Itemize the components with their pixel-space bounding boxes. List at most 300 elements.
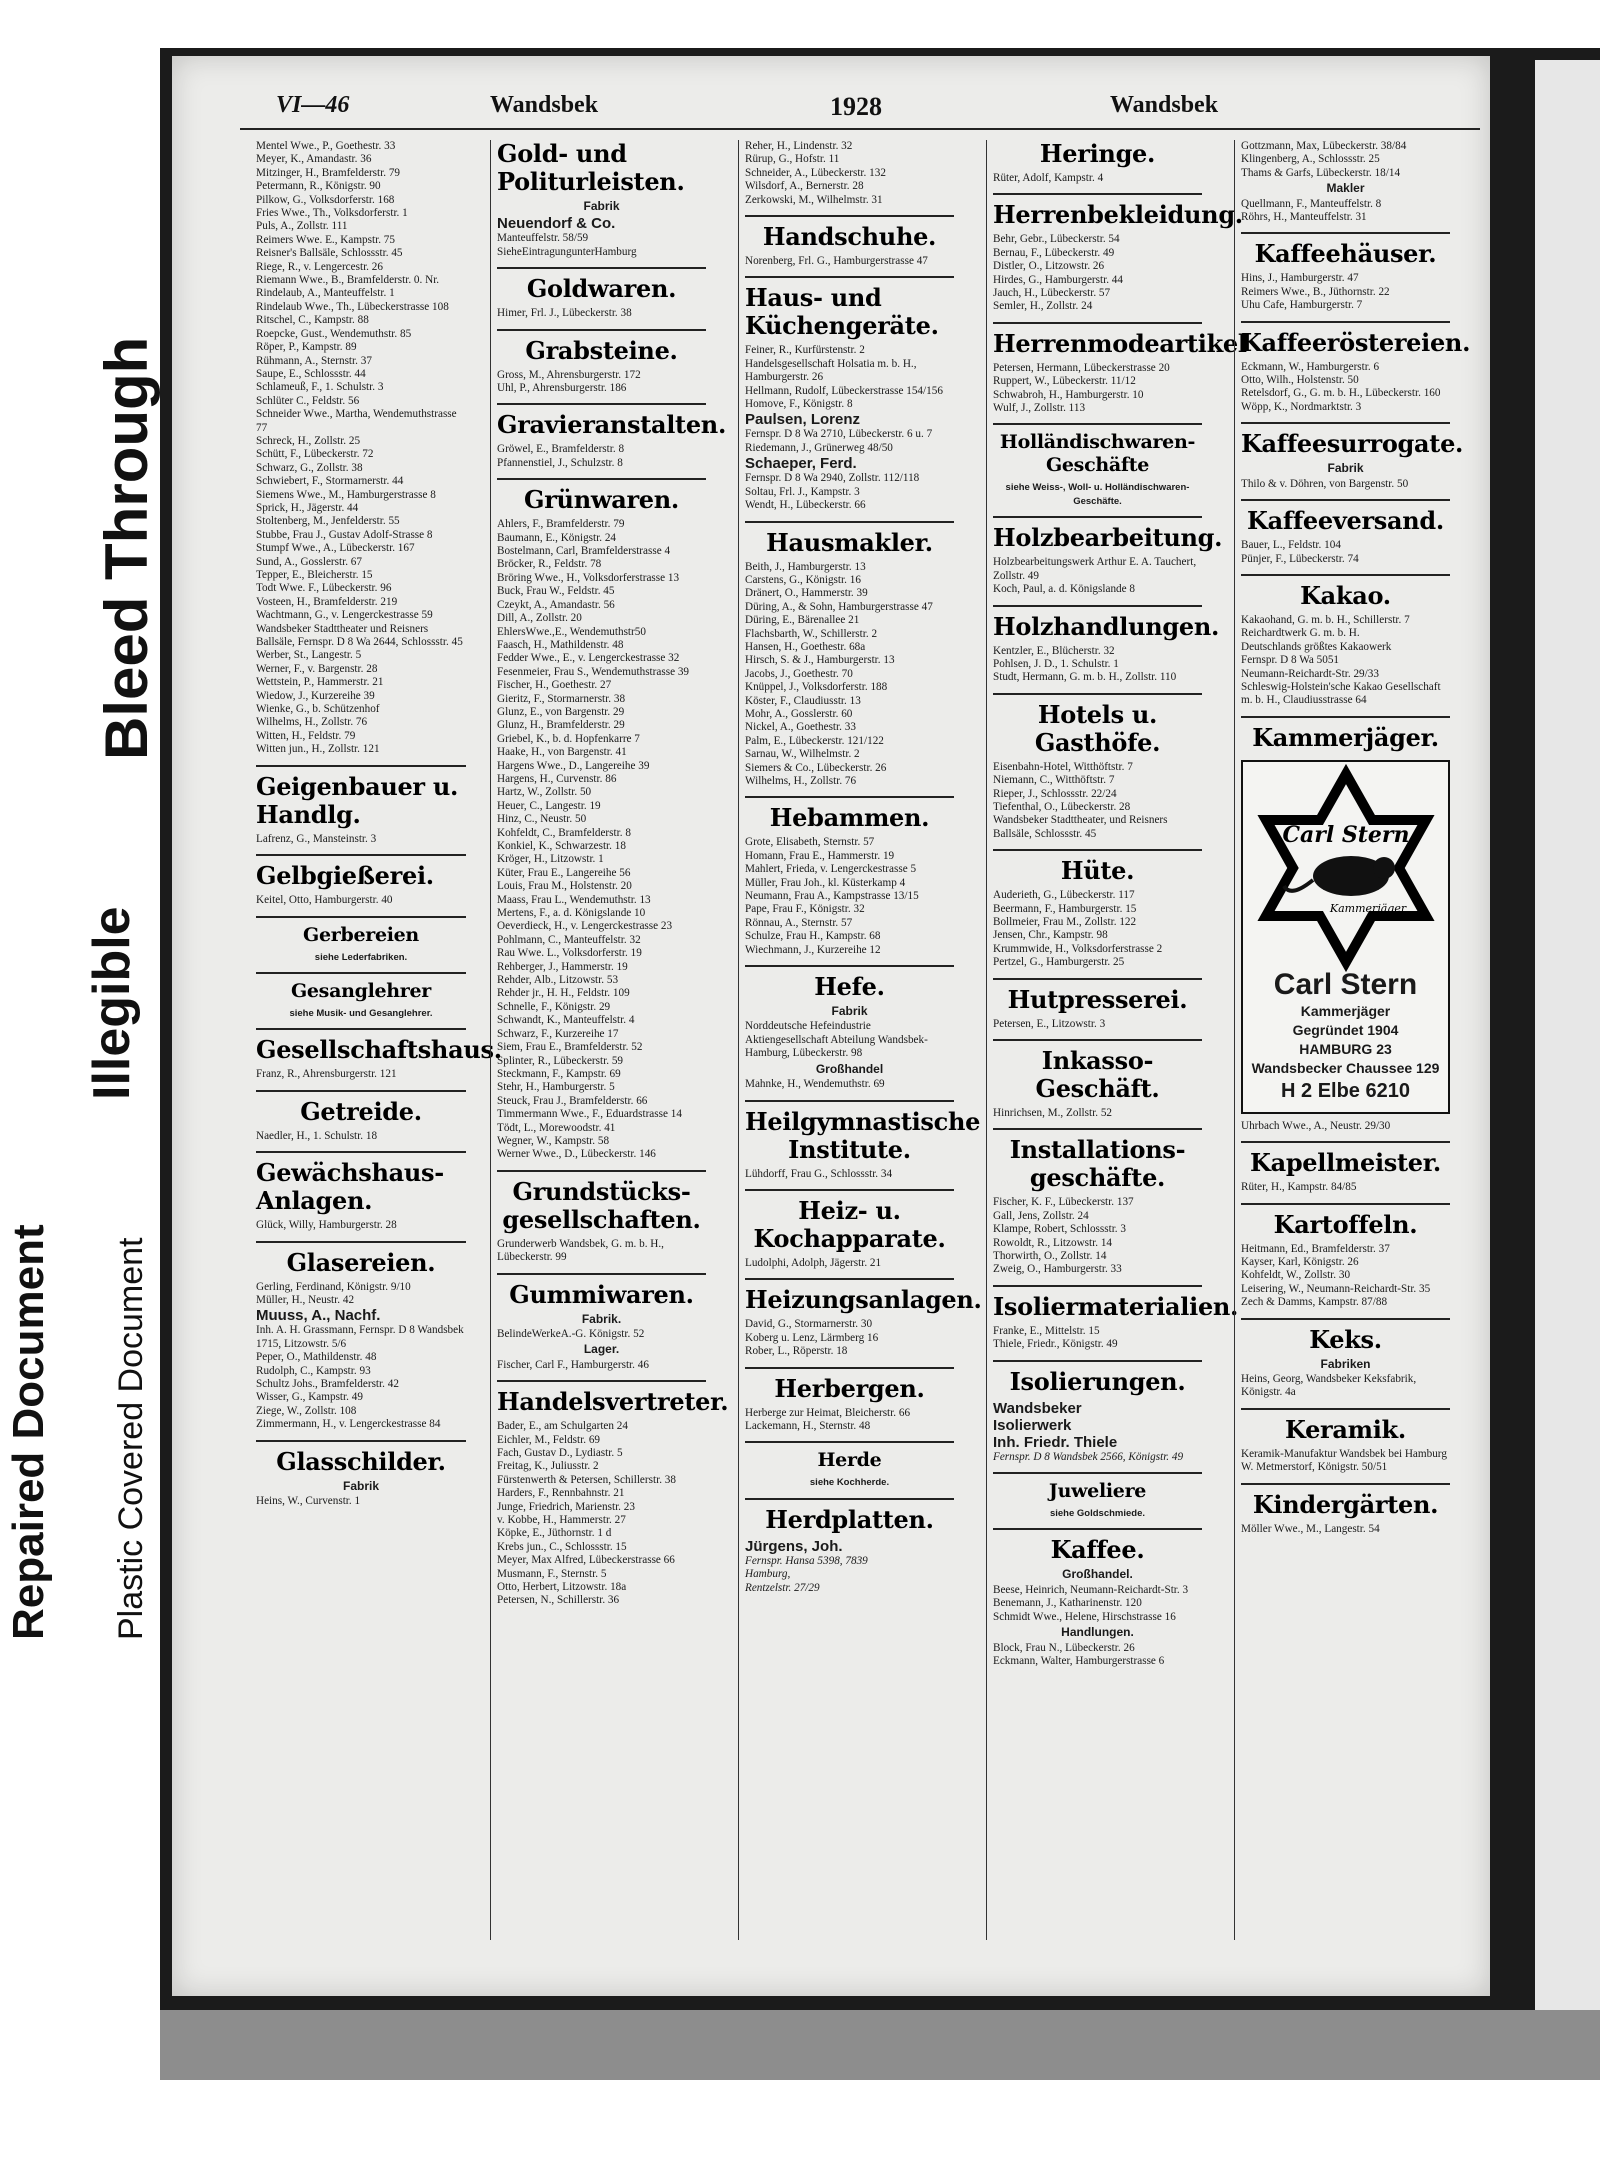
directory-entry: Czeykt, A., Amandastr. 56 xyxy=(497,598,615,611)
section-heading: Keks. xyxy=(1241,1318,1450,1354)
repaired-document-label: Repaired Document xyxy=(4,1224,53,1640)
directory-entry: Deutschlands größtes Kakaowerk xyxy=(1241,640,1392,653)
directory-entry: Bröcker, R., Feldstr. 78 xyxy=(497,558,602,571)
directory-entry: Schwiebert, F., Stormarnerstr. 44 xyxy=(256,475,404,488)
directory-entry: Zimmermann, H., v. Lengerckestrasse 84 xyxy=(256,1418,441,1431)
directory-entry: Fischer, K. F., Lübeckerstr. 137 xyxy=(993,1196,1134,1209)
directory-entry: Schultz Johs., Bramfelderstr. 42 xyxy=(256,1377,399,1390)
directory-entry: Fedder Wwe., E., v. Lengerckestrasse 32 xyxy=(497,652,680,665)
directory-entry: Thams & Garfs, Lübeckerstr. 18/14 xyxy=(1241,166,1401,179)
directory-entry: EhlersWwe.,E., Wendemuthstr50 xyxy=(497,625,646,638)
section-heading: Installations-geschäfte. xyxy=(993,1128,1202,1192)
entry-list xyxy=(256,1495,466,1508)
directory-entry: Reher, H., Lindenstr. 32 xyxy=(745,140,853,152)
advert-founded: Gegründet 1904 xyxy=(1292,1021,1399,1038)
directory-entry: Rehder jr., H. H., Feldstr. 109 xyxy=(497,987,630,1000)
subheading: Handlungen. xyxy=(1061,1625,1134,1640)
directory-entry: Röper, P., Kampstr. 89 xyxy=(256,341,357,354)
directory-entry: Eckmann, W., Hamburgerstr. 6 xyxy=(1241,360,1380,373)
subheading: Großhandel xyxy=(815,1061,884,1076)
directory-entry: Heitmann, Ed., Bramfelderstr. 37 xyxy=(1241,1242,1390,1255)
directory-entry: Werner, F., v. Bargenstr. 28 xyxy=(256,662,378,675)
directory-entry: Petersen, E., Litzowstr. 3 xyxy=(993,1017,1106,1030)
directory-entry: Schulze, Frau H., Kampstr. 68 xyxy=(745,930,881,943)
section-heading: Gerbereien xyxy=(256,916,466,947)
section-heading: Gesellschaftshaus. xyxy=(256,1028,466,1064)
directory-entry: Stehr, H., Hamburgerstr. 5 xyxy=(497,1081,615,1094)
entry-list xyxy=(1241,1373,1450,1400)
directory-entry: Distler, O., Litzowstr. 26 xyxy=(993,260,1105,273)
directory-entry: Isolierwerk xyxy=(993,1416,1072,1434)
directory-entry: Schwabroh, H., Hamburgerstr. 10 xyxy=(993,388,1144,401)
section-heading: Inkasso-Geschäft. xyxy=(993,1039,1202,1103)
directory-entry: Müller, H., Neustr. 42 xyxy=(256,1293,355,1306)
directory-entry: Griebel, K., b. d. Hopfenkarre 7 xyxy=(497,732,640,745)
section-heading: Herde xyxy=(745,1441,954,1472)
directory-entry: Roepcke, Gust., Wendemuthstr. 85 xyxy=(256,327,412,340)
entry-list xyxy=(497,1359,706,1372)
bleed-through-label: Bleed Through xyxy=(93,336,160,760)
entry-list xyxy=(1241,1448,1450,1475)
directory-entry: Behr, Gebr., Lübeckerstr. 54 xyxy=(993,233,1120,246)
entry-list xyxy=(256,1130,466,1143)
directory-entry: Fernspr. D 8 Wa 5051 xyxy=(1241,654,1340,667)
column-1 xyxy=(250,140,502,1940)
entry-list xyxy=(1241,539,1450,566)
directory-entry: Werner Wwe., D., Lübeckerstr. 146 xyxy=(497,1148,656,1161)
directory-entry: Holzbearbeitungswerk Arthur E. A. Tauchert, Zollstr. 49 xyxy=(993,556,1197,582)
directory-entry: Schwarz, F., Kurzereihe 17 xyxy=(497,1027,619,1040)
directory-entry: Fernspr. Hansa 5398, 7839 xyxy=(745,1554,868,1567)
directory-entry: Ahlers, F., Bramfelderstr. 79 xyxy=(497,518,625,531)
section-heading: Glasschilder. xyxy=(256,1440,466,1476)
directory-entry: Heins, Georg, Wandsbeker Keksfabrik, Königstr. 4a xyxy=(1241,1373,1417,1399)
directory-entry: Leisering, W., Neumann-Reichardt-Str. 35 xyxy=(1241,1282,1431,1295)
directory-entry: Gerling, Ferdinand, Königstr. 9/10 xyxy=(256,1280,411,1293)
section-heading: Gold- und Politurleisten. xyxy=(497,139,685,196)
entry-list xyxy=(993,645,1202,685)
column-5 xyxy=(1234,140,1471,1940)
directory-entry: Koberg u. Lenz, Lärmberg 16 xyxy=(745,1331,879,1344)
directory-entry: Wandsbeker xyxy=(993,1399,1082,1417)
section-heading: Hebammen. xyxy=(745,796,954,832)
section-heading: Kindergärten. xyxy=(1241,1483,1450,1519)
directory-entry: Bernau, F., Lübeckerstr. 49 xyxy=(993,246,1115,259)
directory-entry: Reimers Wwe. E., Kampstr. 75 xyxy=(256,233,395,246)
entry-list xyxy=(745,140,954,207)
advert-street: Wandsbecker Chaussee 129 xyxy=(1251,1059,1440,1076)
advert-city: HAMBURG 23 xyxy=(1299,1040,1392,1057)
section-heading: Holländischwaren-Geschäfte xyxy=(993,423,1202,477)
directory-entry: Wandsbeker Stadttheater, und Reisners Ballsäle, Schlossstr. 45 xyxy=(993,814,1168,840)
directory-entry: Hansen, H., Goethestr. 68a xyxy=(745,640,866,653)
directory-entry: Rüter, H., Kampstr. 84/85 xyxy=(1241,1181,1357,1194)
entry-list xyxy=(993,172,1202,185)
entry-list xyxy=(256,1219,466,1232)
directory-entry: Neumann, Frau A., Kampstrasse 13/15 xyxy=(745,890,919,903)
directory-entry: Uhrbach Wwe., A., Neustr. 29/30 xyxy=(1241,1119,1391,1132)
directory-entry: Pünjer, F., Lübeckerstr. 74 xyxy=(1241,552,1359,565)
directory-entry: Rühmann, A., Sternstr. 37 xyxy=(256,354,372,367)
directory-entry: Schleswig-Holstein'sche Kakao Gesellschaft m. b. H., Claudiusstrasse 64 xyxy=(1241,680,1441,707)
directory-entry: Retelsdorf, G., G. m. b. H., Lübeckerstr. 160 xyxy=(1241,387,1441,400)
firm-name: Paulsen, Lorenz xyxy=(745,411,861,429)
directory-entry: Maass, Frau L., Wendemuthstr. 13 xyxy=(497,893,651,906)
scan-bottom-edge xyxy=(160,2010,1600,2080)
directory-entry: Schnelle, F., Königstr. 29 xyxy=(497,1000,611,1013)
directory-entry: Düring, A., & Sohn, Hamburgerstrasse 47 xyxy=(745,600,933,613)
entry-list xyxy=(993,233,1202,313)
directory-entry: Inh. A. H. Grassmann, Fernspr. D 8 Wandsbek 1715, Litzowstr. 5/6 xyxy=(256,1324,464,1350)
section-heading: Kaffeehäuser. xyxy=(1241,232,1450,268)
directory-entry: Handelsgesellschaft Holsatia m. b. H., Hamburgerstr. 26 xyxy=(745,357,917,384)
directory-entry: Thilo & v. Döhren, von Bargenstr. 50 xyxy=(1241,477,1409,490)
firm-name: Neuendorf & Co. xyxy=(497,215,616,233)
directory-entry: Siemens Wwe., M., Hamburgerstrasse 8 xyxy=(256,488,436,501)
directory-entry: Fernspr. D 8 Wa 2940, Zollstr. 112/118 xyxy=(745,472,920,485)
directory-entry: Reichardtwerk G. m. b. H. xyxy=(1241,627,1360,640)
directory-entry: Mitzinger, H., Bramfelderstr. 79 xyxy=(256,166,401,179)
directory-entry: Pilkow, G., Volksdorferstr. 168 xyxy=(256,193,395,206)
section-heading: Isoliermaterialien. xyxy=(993,1285,1202,1321)
entry-list xyxy=(993,556,1202,596)
directory-entry: Rowoldt, R., Litzowstr. 14 xyxy=(993,1236,1113,1249)
entry-list xyxy=(993,1584,1202,1624)
directory-entry: SieheEintragungunterHamburg xyxy=(497,245,637,258)
directory-entry: Herberge zur Heimat, Bleicherstr. 66 xyxy=(745,1406,911,1419)
section-heading: Grabsteine. xyxy=(497,329,706,365)
section-heading: Heizungsanlagen. xyxy=(745,1278,954,1314)
directory-entry: Hargens Wwe., D., Langereihe 39 xyxy=(497,759,650,772)
cross-reference: siehe Kochherde. xyxy=(809,1477,890,1489)
directory-entry: Stumpf Wwe., A., Lübeckerstr. 167 xyxy=(256,542,415,555)
entry-list xyxy=(993,1451,1202,1464)
directory-entry: Kohfeldt, W., Zollstr. 30 xyxy=(1241,1269,1351,1282)
illegible-label: Illegible xyxy=(83,906,141,1100)
directory-entry: Krummwide, H., Volksdorferstrasse 2 xyxy=(993,942,1163,955)
directory-entry: Schneider, A., Lübeckerstr. 132 xyxy=(745,166,886,179)
directory-entry: Eisenbahn-Hotel, Witthöftstr. 7 xyxy=(993,760,1133,773)
entry-list xyxy=(1241,1120,1450,1133)
section-heading: Glasereien. xyxy=(256,1241,466,1277)
directory-entry: Hellmann, Rudolf, Lübeckerstrasse 154/156 xyxy=(745,384,943,397)
directory-entry: Wisser, G., Kampstr. 49 xyxy=(256,1391,363,1404)
section-heading: Kapellmeister. xyxy=(1241,1141,1450,1177)
column-2 xyxy=(490,139,729,1940)
directory-entry: Puls, A., Zollstr. 111 xyxy=(256,220,348,233)
entry-list xyxy=(993,362,1202,416)
entry-list xyxy=(497,307,706,320)
directory-entry: Auderieth, G., Lübeckerstr. 117 xyxy=(993,889,1135,902)
directory-entry: Haake, H., von Bargenstr. 41 xyxy=(497,746,627,759)
directory-entry: Himer, Frl. J., Lübeckerstr. 38 xyxy=(497,307,632,320)
directory-entry: Schlameuß, F., 1. Schulstr. 3 xyxy=(256,381,384,394)
subheading: Makler xyxy=(1326,181,1365,196)
directory-entry: Zweig, O., Hamburgerstr. 33 xyxy=(993,1263,1122,1276)
directory-entry: Bauer, L., Feldstr. 104 xyxy=(1241,539,1341,552)
header-city-left: Wandsbek xyxy=(490,92,599,118)
entry-list xyxy=(1241,1523,1450,1536)
directory-entry: Peper, O., Mathildenstr. 48 xyxy=(256,1351,377,1364)
directory-entry: Witten, H., Feldstr. 79 xyxy=(256,729,356,742)
entry-list xyxy=(993,761,1202,841)
section-heading: Getreide. xyxy=(256,1090,466,1126)
advert-title: Kammerjäger xyxy=(1300,1002,1391,1019)
directory-entry: Steuck, Frau J., Bramfelderstr. 66 xyxy=(497,1094,648,1107)
directory-entry: Musmann, F., Sternstr. 5 xyxy=(497,1567,607,1580)
directory-entry: Gröwel, E., Bramfelderstr. 8 xyxy=(497,443,625,456)
directory-entry: Riemann Wwe., B., Bramfelderstr. 0. Nr. xyxy=(256,274,440,287)
section-heading: Hausmakler. xyxy=(745,521,954,557)
section-heading: Grünwaren. xyxy=(497,478,706,514)
entry-list xyxy=(256,1281,466,1308)
directory-entry: Gross, M., Ahrensburgerstr. 172 xyxy=(497,368,641,381)
directory-entry: Fernspr. D 8 Wandsbek 2566, Königstr. 49 xyxy=(993,1450,1184,1463)
directory-entry: Bollmeier, Frau M., Zollstr. 122 xyxy=(993,915,1137,928)
directory-entry: Möller Wwe., M., Langestr. 54 xyxy=(1241,1522,1380,1535)
logo-name: Carl Stern xyxy=(1281,821,1410,848)
entry-list xyxy=(1241,614,1450,708)
directory-entry: Mahnke, H., Wendemuthstr. 69 xyxy=(745,1078,885,1091)
section-heading: Kaffeeversand. xyxy=(1241,499,1450,535)
entry-list xyxy=(1241,140,1450,180)
directory-entry: Ludolphi, Adolph, Jägerstr. 21 xyxy=(745,1256,882,1269)
directory-entry: Wandsbeker Stadttheater und Reisners Ballsäle, Fernspr. D 8 Wa 2644, Schlossstr. 45 xyxy=(256,622,463,649)
directory-entry: Rönnau, A., Sternstr. 57 xyxy=(745,916,853,929)
directory-entry: Naedler, H., 1. Schulstr. 18 xyxy=(256,1129,378,1142)
subheading: Fabriken xyxy=(1320,1356,1371,1371)
directory-entry: Fernspr. D 8 Wa 2710, Lübeckerstr. 6 u. 7 xyxy=(745,428,933,441)
directory-entry: Köpke, E., Jüthornstr. 1 d xyxy=(497,1527,612,1540)
column-4 xyxy=(986,139,1247,1940)
directory-entry: Glunz, H., Bramfelderstr. 29 xyxy=(497,719,625,732)
directory-entry: Lühdorff, Frau G., Schlossstr. 34 xyxy=(745,1167,893,1180)
entry-list xyxy=(497,1238,706,1265)
directory-entry: Pohlmann, C., Manteuffelstr. 32 xyxy=(497,933,641,946)
directory-entry: Ziege, W., Zollstr. 108 xyxy=(256,1404,357,1417)
directory-entry: Krebs jun., C., Schlossstr. 15 xyxy=(497,1540,627,1553)
directory-entry: Pape, Frau F., Königstr. 32 xyxy=(745,903,865,916)
directory-entry: Sarnau, W., Wilhelmstr. 2 xyxy=(745,748,860,761)
directory-entry: Inh. Friedr. Thiele xyxy=(993,1433,1118,1451)
directory-entry: Jauch, H., Lübeckerstr. 57 xyxy=(993,287,1111,300)
directory-entry: Mahlert, Frieda, v. Lengerckestrasse 5 xyxy=(745,863,917,876)
entry-list xyxy=(745,1078,954,1091)
directory-entry: Klampe, Robert, Schlossstr. 3 xyxy=(993,1223,1126,1236)
section-heading: Holzhandlungen. xyxy=(993,605,1202,641)
cross-reference: siehe Lederfabriken. xyxy=(314,951,408,963)
entry-list xyxy=(497,1328,706,1341)
section-heading: Kammerjäger. xyxy=(1241,716,1450,752)
entry-list xyxy=(1241,1181,1450,1194)
directory-entry: Franz, R., Ahrensburgerstr. 121 xyxy=(256,1068,397,1081)
directory-entry: Hirsch, S. & J., Hamburgerstr. 13 xyxy=(745,654,895,667)
directory-entry: Rindelaub, A., Manteuffelstr. 1 xyxy=(256,287,395,300)
directory-entry: Homann, Frau E., Hammerstr. 19 xyxy=(745,849,895,862)
directory-entry: Beese, Heinrich, Neumann-Reichardt-Str. 3 xyxy=(993,1583,1189,1596)
section-heading: Gummiwaren. xyxy=(497,1273,706,1309)
directory-entry: Norddeutsche Hefeindustrie Aktiengesellschaft Abteilung Wandsbek-Hamburg, Lübeckerstr. 98 xyxy=(745,1020,928,1060)
directory-entry: Schreck, H., Zollstr. 25 xyxy=(256,434,361,447)
entry-list xyxy=(745,1257,954,1270)
directory-entry: Wegner, W., Kampstr. 58 xyxy=(497,1134,610,1147)
entry-list xyxy=(256,140,466,757)
entry-list xyxy=(745,344,954,411)
directory-entry: Thorwirth, O., Zollstr. 14 xyxy=(993,1250,1107,1263)
firm-name: Muuss, A., Nachf. xyxy=(256,1307,381,1325)
entry-list xyxy=(745,836,954,957)
directory-entry: Meyer, K., Amandastr. 36 xyxy=(256,153,372,166)
cross-reference: siehe Weiss-, Woll- u. Holländischwaren-Geschäfte. xyxy=(1005,482,1190,507)
entry-list xyxy=(993,1107,1202,1120)
directory-entry: Reimers Wwe., B., Jüthornstr. 22 xyxy=(1241,285,1390,298)
directory-entry: Harders, F., Rennbahnstr. 21 xyxy=(497,1487,625,1500)
directory-entry: Mohr, A., Gosslerstr. 60 xyxy=(745,707,853,720)
directory-entry: Manteuffelstr. 58/59 xyxy=(497,232,589,245)
cross-reference: siehe Goldschmiede. xyxy=(1049,1508,1146,1520)
directory-entry: Ritschel, C., Kampstr. 88 xyxy=(256,314,369,327)
directory-entry: Franke, E., Mittelstr. 15 xyxy=(993,1324,1100,1337)
section-heading: Heilgymnastische Institute. xyxy=(745,1100,954,1164)
section-heading: Hutpresserei. xyxy=(993,978,1202,1014)
directory-entry: Werber, St., Langestr. 5 xyxy=(256,649,362,662)
directory-entry: Konkiel, K., Schwarzestr. 18 xyxy=(497,840,626,852)
page-number: VI—46 xyxy=(276,92,350,118)
directory-entry: Freitag, K., Juliusstr. 2 xyxy=(497,1460,599,1473)
header-city-right: Wandsbek xyxy=(1110,92,1219,118)
directory-entry: Studt, Hermann, G. m. b. H., Zollstr. 110 xyxy=(993,671,1177,684)
directory-entry: Gottzmann, Max, Lübeckerstr. 38/84 xyxy=(1241,140,1407,152)
directory-entry: Mentel Wwe., P., Goethestr. 33 xyxy=(256,140,396,152)
directory-entry: Rehberger, J., Hammerstr. 19 xyxy=(497,960,628,973)
directory-entry: Siemers & Co., Lübeckerstr. 26 xyxy=(745,761,887,774)
cross-reference: siehe Musik- und Gesanglehrer. xyxy=(289,1007,433,1019)
directory-entry: Hamburg, xyxy=(745,1568,791,1581)
section-heading: Kaffeesurrogate. xyxy=(1241,422,1450,458)
entry-list xyxy=(993,1400,1202,1451)
directory-entry: Pohlsen, J. D., 1. Schulstr. 1 xyxy=(993,657,1119,670)
directory-entry: Jensen, Chr., Kampstr. 98 xyxy=(993,929,1108,942)
directory-entry: Steckmann, F., Kampstr. 69 xyxy=(497,1067,621,1080)
section-heading: Kaffeeröstereien. xyxy=(1241,321,1450,357)
entry-list xyxy=(745,428,954,455)
directory-entry: Niemann, C., Witthöftstr. 7 xyxy=(993,774,1115,787)
directory-entry: Mertens, F., a. d. Königslande 10 xyxy=(497,907,646,920)
directory-entry: Fach, Gustav D., Lydiastr. 5 xyxy=(497,1447,623,1459)
section-heading: Heringe. xyxy=(1039,139,1156,168)
directory-entry: Klingenberg, A., Schlossstr. 25 xyxy=(1241,153,1380,166)
directory-entry: Rehder, Alb., Litzowstr. 53 xyxy=(497,974,619,987)
directory-entry: Petersen, N., Schillerstr. 36 xyxy=(497,1594,620,1607)
directory-entry: Wendt, H., Lübeckerstr. 66 xyxy=(745,499,866,512)
directory-entry: Kentzler, E., Blücherstr. 32 xyxy=(993,644,1115,657)
directory-entry: Stubbe, Frau J., Gustav Adolf-Strasse 8 xyxy=(256,528,433,541)
entry-list xyxy=(745,1318,954,1358)
directory-entry: Splinter, R., Lübeckerstr. 59 xyxy=(497,1054,624,1067)
entry-list xyxy=(497,518,706,1162)
directory-entry: Stoltenberg, M., Jenfelderstr. 55 xyxy=(256,515,400,528)
entry-list xyxy=(993,1018,1202,1031)
section-heading: Juweliere xyxy=(993,1472,1202,1503)
directory-entry: Palm, E., Lübeckerstr. 121/122 xyxy=(745,734,884,747)
section-heading: Gelbgießerei. xyxy=(256,854,466,890)
directory-entry: Keitel, Otto, Hamburgerstr. 40 xyxy=(256,894,393,907)
directory-entry: Keramik-Manufaktur Wandsbek bei Hamburg W. Metmerstorf, Königstr. 50/51 xyxy=(1241,1447,1447,1474)
entry-list xyxy=(993,1196,1202,1276)
directory-entry: Todt Wwe. F., Lübeckerstr. 96 xyxy=(256,582,392,595)
directory-entry: Bröring Wwe., H., Volksdorferstrasse 13 xyxy=(497,571,680,584)
directory-entry: Küter, Frau E., Langereihe 56 xyxy=(497,866,631,879)
directory-entry: Zerkowski, M., Wilhelmstr. 31 xyxy=(745,193,883,206)
directory-entry: Kröger, H., Litzowstr. 1 xyxy=(497,853,604,866)
section-heading: Goldwaren. xyxy=(497,267,706,303)
directory-entry: Oeverdieck, H., v. Lengerckestrasse 23 xyxy=(497,920,673,933)
directory-entry: Rieper, J., Schlossstr. 22/24 xyxy=(993,787,1117,800)
section-heading: Grundstücks-gesellschaften. xyxy=(497,1170,706,1234)
entry-list xyxy=(497,369,706,396)
directory-entry: Wiedow, J., Kurzereihe 39 xyxy=(256,689,375,702)
directory-entry: Röhrs, H., Manteuffelstr. 31 xyxy=(1241,211,1367,224)
directory-entry: Nickel, A., Goethestr. 33 xyxy=(745,721,856,734)
subheading: Lager. xyxy=(583,1342,620,1357)
directory-entry: Bostelmann, Carl, Bramfelderstrasse 4 xyxy=(497,545,671,558)
directory-entry: Rürup, G., Hofstr. 11 xyxy=(745,153,840,166)
directory-entry: Block, Frau N., Lübeckerstr. 26 xyxy=(993,1641,1135,1654)
section-heading: Isolierungen. xyxy=(993,1360,1202,1396)
directory-entry: Wöpp, K., Nordmarktstr. 3 xyxy=(1241,400,1362,413)
directory-entry: Grote, Elisabeth, Sternstr. 57 xyxy=(745,836,875,849)
directory-entry: Ruppert, W., Lübeckerstr. 11/12 xyxy=(993,375,1136,388)
directory-entry: Kakaohand, G. m. b. H., Schillerstr. 7 xyxy=(1241,613,1410,626)
directory-entry: Wachtmann, G., v. Lengerckestrasse 59 xyxy=(256,609,433,622)
directory-entry: Beith, J., Hamburgerstr. 13 xyxy=(745,560,866,573)
directory-entry: Otto, Herbert, Litzowstr. 18a xyxy=(497,1581,627,1594)
directory-entry: Norenberg, Frl. G., Hamburgerstrasse 47 xyxy=(745,255,928,268)
advert-name: Carl Stern xyxy=(1273,967,1418,1001)
directory-entry: Rüter, Adolf, Kampstr. 4 xyxy=(993,172,1104,184)
directory-entry: Eckmann, Walter, Hamburgerstrasse 6 xyxy=(993,1654,1165,1667)
entry-list xyxy=(745,472,954,512)
directory-entry: Riedemann, J., Grünerweg 48/50 xyxy=(745,441,893,454)
directory-entry: Wettstein, P., Hammerstr. 21 xyxy=(256,676,384,689)
entry-list xyxy=(497,443,706,470)
directory-entry: Schmidt Wwe., Helene, Hirschstrasse 16 xyxy=(993,1610,1176,1623)
directory-entry: Hartz, W., Zollstr. 50 xyxy=(497,786,592,799)
directory-entry: Pfannenstiel, J., Schulzstr. 8 xyxy=(497,456,623,469)
directory-entry: Witten jun., H., Zollstr. 121 xyxy=(256,743,380,756)
directory-entry: Beermann, F., Hamburgerstr. 15 xyxy=(993,902,1137,915)
entry-list xyxy=(745,1555,954,1595)
entry-list xyxy=(256,1324,466,1431)
directory-entry: David, G., Stormarnerstr. 30 xyxy=(745,1318,873,1331)
directory-entry: Saupe, E., Schlossstr. 44 xyxy=(256,367,366,380)
directory-entry: Wulf, J., Zollstr. 113 xyxy=(993,402,1086,415)
directory-entry: Pertzel, G., Hamburgerstr. 25 xyxy=(993,956,1125,969)
directory-entry: Grunderwerb Wandsbek, G. m. b. H., Lübeckerstr. 99 xyxy=(497,1237,664,1264)
directory-entry: Benemann, J., Katharinenstr. 120 xyxy=(993,1597,1142,1610)
directory-entry: Tepper, E., Bleicherstr. 15 xyxy=(256,569,373,581)
directory-entry: Rau Wwe. L., Volksdorferstr. 19 xyxy=(497,947,642,960)
directory-entry: Schwandt, K., Manteuffelstr. 4 xyxy=(497,1014,635,1027)
entry-list xyxy=(745,561,954,789)
directory-entry: Köster, F., Claudiusstr. 13 xyxy=(745,694,861,707)
directory-entry: Hirdes, G., Hamburgerstr. 44 xyxy=(993,273,1123,286)
entry-list xyxy=(1241,361,1450,415)
directory-entry: Semler, H., Zollstr. 24 xyxy=(993,300,1093,313)
directory-entry: Dränert, O., Hammerstr. 39 xyxy=(745,587,868,600)
directory-entry: Timmermann Wwe., F., Eduardstrasse 14 xyxy=(497,1108,682,1121)
directory-entry: Vosteen, H., Bramfelderstr. 219 xyxy=(256,595,398,608)
